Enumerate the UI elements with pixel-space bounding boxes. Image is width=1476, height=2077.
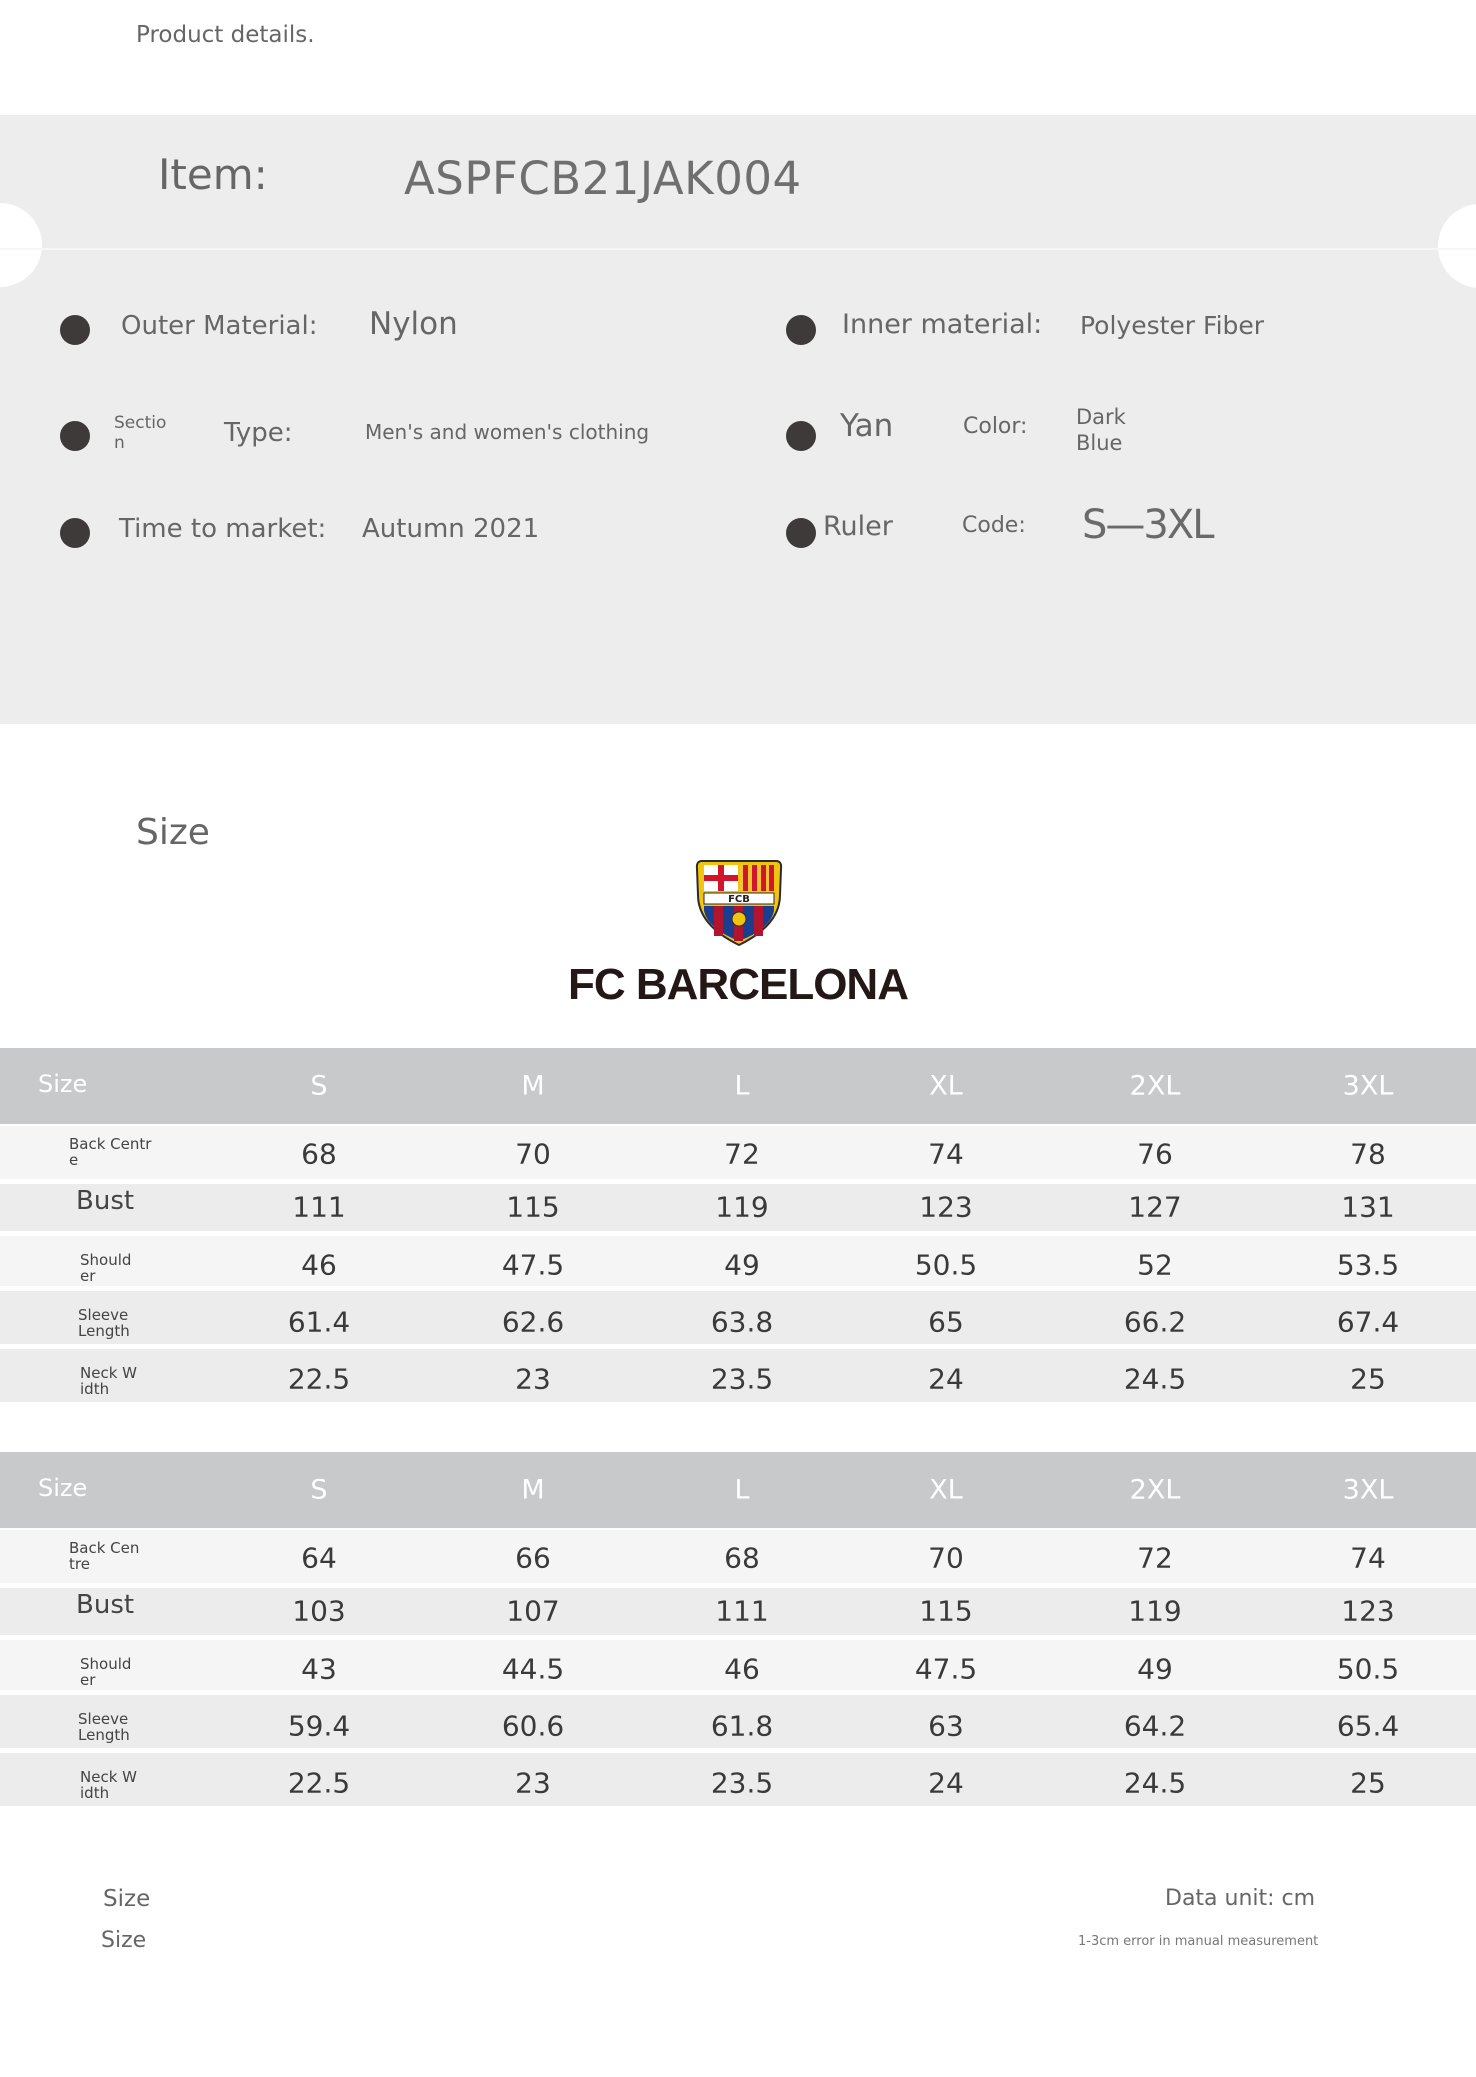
row-label: Should er bbox=[80, 1251, 132, 1285]
header-cell-2xl: 2XL bbox=[1129, 1070, 1181, 1102]
bullet-time-to-market bbox=[60, 518, 90, 548]
outer-material-value: Nylon bbox=[369, 306, 458, 342]
row-label: Back Centr e bbox=[69, 1135, 152, 1169]
table-cell: 47.5 bbox=[914, 1652, 978, 1686]
header-cell-xl: XL bbox=[929, 1474, 963, 1506]
table-cell: 78 bbox=[1350, 1137, 1386, 1171]
table-cell: 24.5 bbox=[1123, 1766, 1187, 1800]
table-row bbox=[0, 1184, 1476, 1231]
table-cell: 64 bbox=[301, 1541, 337, 1575]
table-cell: 66 bbox=[515, 1541, 551, 1575]
table-cell: 61.4 bbox=[287, 1305, 351, 1339]
spec-panel bbox=[0, 115, 1476, 724]
size-code-value: S—3XL bbox=[1082, 502, 1213, 548]
time-to-market-value: Autumn 2021 bbox=[362, 514, 540, 544]
table-cell: 68 bbox=[301, 1137, 337, 1171]
row-label: Neck W idth bbox=[80, 1768, 137, 1802]
time-to-market-label: Time to market: bbox=[119, 514, 327, 544]
size-section-heading: Size bbox=[136, 812, 210, 853]
row-label: Back Cen tre bbox=[69, 1539, 140, 1573]
table-cell: 24 bbox=[928, 1766, 964, 1800]
row-label: Bust bbox=[76, 1590, 135, 1620]
fc-barcelona-crest-icon bbox=[694, 855, 784, 947]
header-cell-s: S bbox=[310, 1070, 328, 1102]
table-cell: 43 bbox=[301, 1652, 337, 1686]
table-cell: 49 bbox=[724, 1248, 760, 1282]
header-cell-3xl: 3XL bbox=[1342, 1474, 1394, 1506]
header-cell-xl: XL bbox=[929, 1070, 963, 1102]
table-cell: 103 bbox=[292, 1594, 346, 1628]
bullet-inner-material bbox=[786, 315, 816, 345]
bullet-outer-material bbox=[60, 315, 90, 345]
table-cell: 63.8 bbox=[710, 1305, 774, 1339]
page-header-title: Product details. bbox=[136, 22, 315, 48]
table-cell: 49 bbox=[1137, 1652, 1173, 1686]
table-cell: 60.6 bbox=[501, 1709, 565, 1743]
section-prefix: Sectio n bbox=[114, 413, 167, 453]
row-label: Sleeve Length bbox=[78, 1710, 130, 1744]
table-cell: 46 bbox=[301, 1248, 337, 1282]
table-row bbox=[0, 1349, 1476, 1402]
table-cell: 52 bbox=[1137, 1248, 1173, 1282]
table-row bbox=[0, 1530, 1476, 1583]
table-cell: 59.4 bbox=[287, 1709, 351, 1743]
table-header-row bbox=[0, 1452, 1476, 1528]
table-cell: 119 bbox=[715, 1190, 769, 1224]
bullet-size-code bbox=[786, 518, 816, 548]
table-row bbox=[0, 1695, 1476, 1748]
crest-initials: FCB bbox=[728, 894, 750, 905]
table-cell: 24.5 bbox=[1123, 1362, 1187, 1396]
table-cell: 23 bbox=[515, 1362, 551, 1396]
header-cell-3xl: 3XL bbox=[1342, 1070, 1394, 1102]
table-cell: 131 bbox=[1341, 1190, 1395, 1224]
table-cell: 65.4 bbox=[1336, 1709, 1400, 1743]
table-cell: 25 bbox=[1350, 1362, 1386, 1396]
item-code: ASPFCB21JAK004 bbox=[404, 152, 802, 205]
table-cell: 107 bbox=[506, 1594, 560, 1628]
header-cell-m: M bbox=[521, 1474, 545, 1506]
table-cell: 61.8 bbox=[710, 1709, 774, 1743]
table-row bbox=[0, 1753, 1476, 1806]
table-cell: 76 bbox=[1137, 1137, 1173, 1171]
table-cell: 23.5 bbox=[710, 1766, 774, 1800]
header-cell-size: Size bbox=[38, 1070, 88, 1098]
table-cell: 74 bbox=[1350, 1541, 1386, 1575]
table-cell: 67.4 bbox=[1336, 1305, 1400, 1339]
color-prefix: Yan bbox=[840, 408, 894, 444]
outer-material-label: Outer Material: bbox=[121, 311, 318, 341]
panel-divider bbox=[0, 248, 1476, 250]
table-row bbox=[0, 1291, 1476, 1344]
table-cell: 53.5 bbox=[1336, 1248, 1400, 1282]
bullet-section-type bbox=[60, 421, 90, 451]
table-cell: 115 bbox=[506, 1190, 560, 1224]
club-name: FC BARCELONA bbox=[568, 960, 908, 1009]
bullet-color bbox=[786, 421, 816, 451]
color-value: Dark Blue bbox=[1076, 405, 1126, 455]
header-cell-size: Size bbox=[38, 1474, 88, 1502]
header-cell-l: L bbox=[734, 1474, 750, 1506]
table-cell: 63 bbox=[928, 1709, 964, 1743]
table-cell: 23.5 bbox=[710, 1362, 774, 1396]
table-cell: 72 bbox=[1137, 1541, 1173, 1575]
table-cell: 22.5 bbox=[287, 1766, 351, 1800]
measurement-error-note: 1-3cm error in manual measurement bbox=[1078, 1934, 1319, 1949]
table-cell: 111 bbox=[715, 1594, 769, 1628]
table-cell: 66.2 bbox=[1123, 1305, 1187, 1339]
table-row bbox=[0, 1640, 1476, 1690]
table-cell: 46 bbox=[724, 1652, 760, 1686]
table-cell: 62.6 bbox=[501, 1305, 565, 1339]
type-value: Men's and women's clothing bbox=[365, 420, 650, 444]
table-cell: 50.5 bbox=[914, 1248, 978, 1282]
inner-material-value: Polyester Fiber bbox=[1080, 311, 1265, 340]
footer-size-label-2: Size bbox=[101, 1928, 147, 1953]
table-cell: 50.5 bbox=[1336, 1652, 1400, 1686]
table-cell: 24 bbox=[928, 1362, 964, 1396]
item-label: Item: bbox=[158, 150, 268, 199]
table-cell: 68 bbox=[724, 1541, 760, 1575]
size-code-prefix: Ruler bbox=[823, 511, 893, 542]
data-unit-note: Data unit: cm bbox=[1165, 1886, 1316, 1911]
type-label: Type: bbox=[224, 418, 293, 448]
header-cell-l: L bbox=[734, 1070, 750, 1102]
table-row bbox=[0, 1236, 1476, 1286]
header-cell-m: M bbox=[521, 1070, 545, 1102]
inner-material-label: Inner material: bbox=[842, 309, 1043, 340]
row-label: Bust bbox=[76, 1186, 135, 1216]
table-cell: 115 bbox=[919, 1594, 973, 1628]
row-label: Should er bbox=[80, 1655, 132, 1689]
table-cell: 22.5 bbox=[287, 1362, 351, 1396]
table-cell: 44.5 bbox=[501, 1652, 565, 1686]
row-label: Sleeve Length bbox=[78, 1306, 130, 1340]
table-cell: 111 bbox=[292, 1190, 346, 1224]
row-label: Neck W idth bbox=[80, 1364, 137, 1398]
color-label: Color: bbox=[963, 414, 1028, 439]
table-cell: 47.5 bbox=[501, 1248, 565, 1282]
table-cell: 123 bbox=[919, 1190, 973, 1224]
footer-size-label-1: Size bbox=[103, 1886, 151, 1912]
table-cell: 23 bbox=[515, 1766, 551, 1800]
table-cell: 74 bbox=[928, 1137, 964, 1171]
table-cell: 64.2 bbox=[1123, 1709, 1187, 1743]
table-cell: 70 bbox=[515, 1137, 551, 1171]
table-header-row bbox=[0, 1048, 1476, 1124]
size-code-label: Code: bbox=[962, 513, 1026, 538]
table-cell: 119 bbox=[1128, 1594, 1182, 1628]
table-cell: 65 bbox=[928, 1305, 964, 1339]
table-cell: 72 bbox=[724, 1137, 760, 1171]
header-cell-2xl: 2XL bbox=[1129, 1474, 1181, 1506]
table-row bbox=[0, 1588, 1476, 1635]
table-cell: 123 bbox=[1341, 1594, 1395, 1628]
table-cell: 127 bbox=[1128, 1190, 1182, 1224]
table-cell: 70 bbox=[928, 1541, 964, 1575]
table-row bbox=[0, 1126, 1476, 1179]
table-cell: 25 bbox=[1350, 1766, 1386, 1800]
header-cell-s: S bbox=[310, 1474, 328, 1506]
